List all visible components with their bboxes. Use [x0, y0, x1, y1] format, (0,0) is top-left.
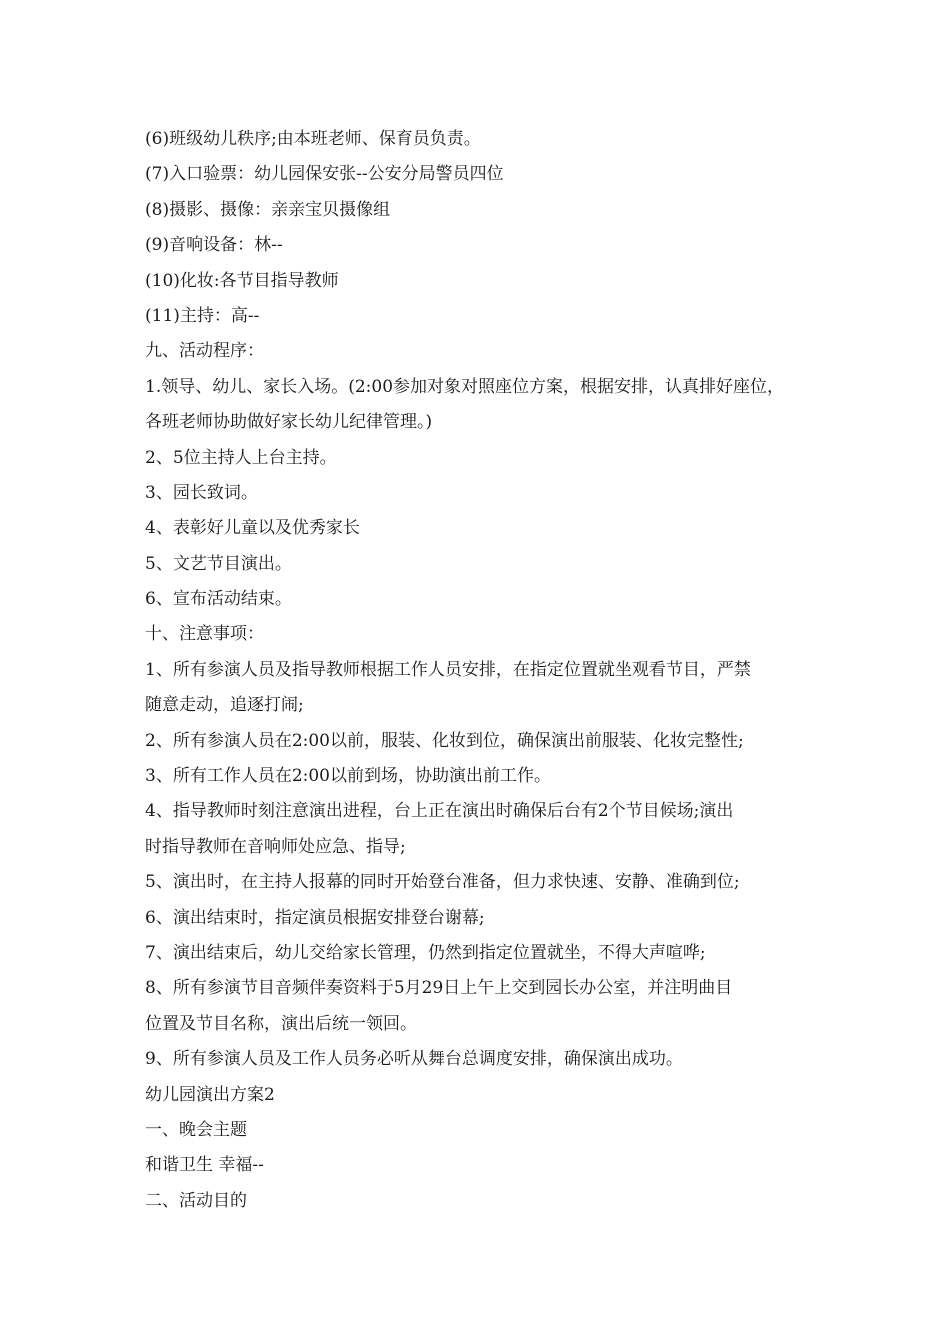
text-line: 3、园长致词。: [145, 482, 258, 503]
text-line: 随意走动，追逐打闹;: [145, 695, 304, 716]
text-line: 5、演出时，在主持人报幕的同时开始登台准备，但力求快速、安静、准确到位;: [145, 872, 740, 893]
section-heading: 九、活动程序：: [145, 341, 264, 362]
text-line: 9、所有参演人员及工作人员务必听从舞台总调度安排，确保演出成功。: [145, 1049, 683, 1070]
text-line: 5、文艺节目演出。: [145, 553, 292, 574]
text-line: (7)入口验票：幼儿园保安张--公安分局警员四位: [145, 164, 504, 185]
text-line: 4、指导教师时刻注意演出进程，台上正在演出时确保后台有2个节目候场;演出: [145, 801, 734, 822]
text-line: 4、表彰好儿童以及优秀家长: [145, 518, 360, 539]
text-line: 8、所有参演节目音频伴奏资料于5月29日上午上交到园长办公室，并注明曲目: [145, 978, 733, 999]
text-line: (8)摄影、摄像：亲亲宝贝摄像组: [145, 199, 391, 220]
text-line: 1、所有参演人员及指导教师根据工作人员安排，在指定位置就坐观看节目，严禁: [145, 659, 751, 680]
section-heading: 十、注意事项：: [145, 624, 264, 645]
text-line: 和谐卫生 幸福--: [145, 1155, 264, 1176]
text-line: 时指导教师在音响师处应急、指导;: [145, 836, 406, 857]
document-title: 幼儿园演出方案2: [145, 1084, 275, 1105]
text-line: 位置及节目名称，演出后统一领回。: [145, 1013, 417, 1034]
text-line: 2、所有参演人员在2:00以前，服装、化妆到位，确保演出前服装、化妆完整性;: [145, 730, 744, 751]
text-line: (6)班级幼儿秩序;由本班老师、保育员负责。: [145, 129, 481, 149]
text-line: 6、宣布活动结束。: [145, 589, 292, 610]
text-line: 2、5位主持人上台主持。: [145, 447, 337, 468]
text-line: (9)音响设备：林--: [145, 235, 283, 256]
text-line: 7、演出结束后，幼儿交给家长管理，仍然到指定位置就坐，不得大声喧哗;: [145, 942, 706, 963]
text-line: (10)化妆:各节目指导教师: [145, 270, 339, 291]
text-line: 1.领导、幼儿、家长入场。(2:00参加对象对照座位方案，根据安排，认真排好座位，: [145, 376, 785, 397]
document-body: [145, 122, 815, 1219]
text-line: 3、所有工作人员在2:00以前到场，协助演出前工作。: [145, 766, 551, 787]
text-line: (11)主持：高--: [145, 305, 260, 326]
section-heading: 一、晚会主题: [145, 1119, 247, 1140]
text-line: 6、演出结束时，指定演员根据安排登台谢幕;: [145, 907, 485, 928]
text-line: 各班老师协助做好家长幼儿纪律管理。): [145, 412, 433, 433]
section-heading: 二、活动目的: [145, 1190, 247, 1211]
